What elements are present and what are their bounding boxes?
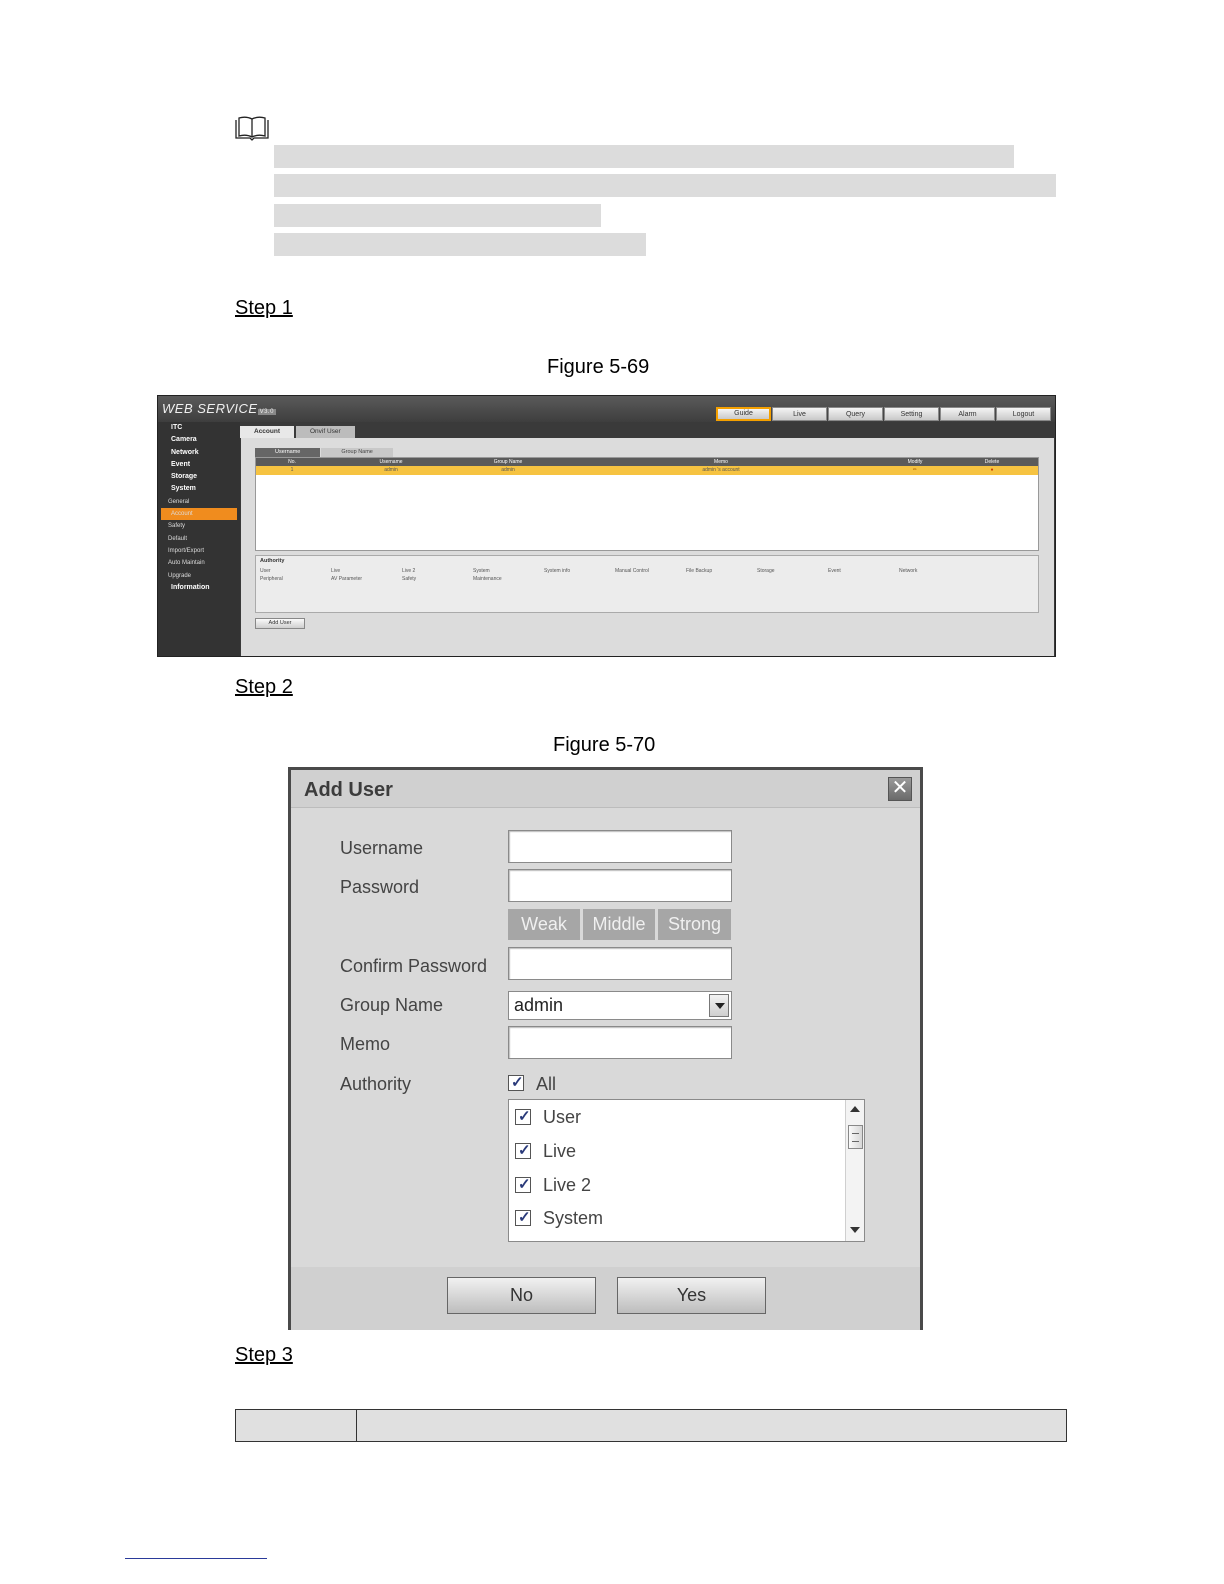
nav-setting[interactable]: Setting bbox=[884, 407, 939, 421]
scroll-up-icon[interactable] bbox=[850, 1106, 860, 1112]
authority-item: Safety bbox=[402, 576, 417, 582]
dialog-header bbox=[291, 770, 920, 808]
authority-item: AV Parameter bbox=[331, 576, 363, 582]
header-memo: Memo bbox=[714, 459, 728, 465]
sidebar-item-itc[interactable]: ITC bbox=[171, 424, 183, 431]
scroll-down-icon[interactable] bbox=[850, 1227, 860, 1233]
group-name-value: admin bbox=[514, 995, 564, 1015]
authority-grid bbox=[260, 568, 980, 582]
confirm-password-label: Confirm Password bbox=[340, 956, 488, 976]
authority-item: System info bbox=[544, 568, 571, 574]
book-icon bbox=[234, 116, 270, 142]
strength-strong: Strong bbox=[658, 909, 731, 940]
yes-button[interactable]: Yes bbox=[617, 1277, 766, 1314]
password-strength bbox=[508, 909, 731, 940]
scrollbar[interactable] bbox=[845, 1100, 864, 1241]
delete-icon[interactable]: ● bbox=[990, 467, 994, 473]
list-item-label: User bbox=[543, 1107, 582, 1127]
nav-query[interactable]: Query bbox=[828, 407, 883, 421]
confirm-password-input[interactable] bbox=[508, 947, 732, 980]
strength-weak: Weak bbox=[508, 909, 580, 940]
redacted-text-line bbox=[274, 233, 646, 256]
header-username: Username bbox=[379, 459, 403, 465]
authority-item: File Backup bbox=[686, 568, 713, 574]
nav-alarm[interactable]: Alarm bbox=[940, 407, 995, 421]
authority-item: Peripheral bbox=[260, 576, 283, 582]
nav-logout[interactable]: Logout bbox=[996, 407, 1051, 421]
step-2-label: Step 2 bbox=[235, 676, 293, 698]
subtab-group-name[interactable]: Group Name bbox=[321, 448, 393, 457]
add-user-dialog bbox=[288, 767, 923, 1330]
strength-middle: Middle bbox=[583, 909, 655, 940]
cell-username: admin bbox=[384, 467, 398, 473]
all-checkbox[interactable] bbox=[508, 1075, 524, 1091]
table-row[interactable] bbox=[256, 466, 1038, 475]
header-delete: Delete bbox=[984, 459, 1000, 465]
cell-memo: admin 's account bbox=[702, 467, 740, 473]
sidebar-item-account[interactable]: Account bbox=[161, 508, 237, 520]
subtabs bbox=[255, 448, 393, 457]
cell-group-name: admin bbox=[501, 467, 515, 473]
dialog-title: Add User bbox=[304, 779, 393, 801]
system-checkbox[interactable] bbox=[515, 1210, 531, 1226]
authority-label: Authority bbox=[340, 1074, 412, 1094]
add-user-button[interactable]: Add User bbox=[255, 618, 305, 629]
group-name-label: Group Name bbox=[340, 995, 444, 1015]
authority-panel bbox=[255, 555, 1039, 613]
password-label: Password bbox=[340, 877, 420, 897]
list-item-label: Live bbox=[543, 1141, 577, 1161]
group-name-select[interactable] bbox=[508, 991, 732, 1020]
sidebar-item-network[interactable]: Network bbox=[171, 448, 199, 456]
redacted-text-line bbox=[274, 145, 1014, 168]
sidebar-item-default[interactable]: Default bbox=[168, 535, 188, 542]
authority-title: Authority bbox=[260, 558, 285, 564]
authority-item: Event bbox=[828, 568, 841, 574]
subtab-username[interactable]: Username bbox=[255, 448, 320, 457]
step-1-label: Step 1 bbox=[235, 297, 293, 319]
redacted-text-line bbox=[274, 174, 1056, 197]
scroll-thumb[interactable] bbox=[848, 1125, 863, 1149]
no-button[interactable]: No bbox=[447, 1277, 596, 1314]
sidebar-item-system[interactable]: System bbox=[171, 485, 196, 493]
dialog-footer bbox=[291, 1267, 920, 1330]
authority-item: Storage bbox=[757, 568, 775, 574]
footnote-rule bbox=[125, 1558, 267, 1559]
tab-account[interactable]: Account bbox=[240, 426, 294, 438]
modify-icon[interactable]: ✏ bbox=[912, 467, 918, 473]
figure-caption: Figure 5-69 bbox=[547, 356, 650, 378]
cell-no: 1 bbox=[290, 467, 294, 473]
sidebar-item-auto-maintain[interactable]: Auto Maintain bbox=[168, 560, 205, 567]
live-2-checkbox[interactable] bbox=[515, 1177, 531, 1193]
nav-live[interactable]: Live bbox=[772, 407, 827, 421]
top-bar bbox=[158, 396, 1055, 422]
sidebar-item-camera[interactable]: Camera bbox=[171, 436, 197, 444]
user-table bbox=[255, 457, 1039, 551]
main-nav bbox=[716, 407, 1051, 421]
header-group-name: Group Name bbox=[493, 459, 523, 465]
authority-item: System bbox=[473, 568, 490, 574]
nav-guide[interactable]: Guide bbox=[716, 407, 771, 421]
password-input[interactable] bbox=[508, 869, 732, 902]
authority-item: Live 2 bbox=[402, 568, 416, 574]
figure-caption: Figure 5-70 bbox=[553, 734, 656, 756]
sidebar-item-general[interactable]: General bbox=[168, 498, 190, 505]
parameter-table-header bbox=[235, 1409, 1067, 1442]
table-header bbox=[256, 458, 1038, 466]
memo-label: Memo bbox=[340, 1034, 391, 1054]
header-no: No. bbox=[288, 459, 296, 465]
user-checkbox[interactable] bbox=[515, 1109, 531, 1125]
redacted-text-line bbox=[274, 204, 601, 227]
sidebar-item-information[interactable]: Information bbox=[171, 583, 210, 591]
authority-item: Manual Control bbox=[615, 568, 649, 574]
authority-list bbox=[508, 1099, 865, 1242]
sidebar-item-event[interactable]: Event bbox=[171, 460, 191, 468]
list-item-label: System bbox=[543, 1208, 604, 1228]
authority-item: Maintenance bbox=[473, 576, 502, 582]
tab-onvif-user[interactable]: Onvif User bbox=[296, 426, 355, 438]
step-3-label: Step 3 bbox=[235, 1344, 293, 1366]
logo: WEB SERVICE V3.0 bbox=[162, 401, 274, 416]
web-service-screenshot bbox=[157, 395, 1056, 657]
close-icon[interactable]: ✕ bbox=[888, 777, 912, 801]
table-divider bbox=[356, 1410, 357, 1441]
username-label: Username bbox=[340, 838, 424, 858]
sidebar-item-upgrade[interactable]: Upgrade bbox=[168, 572, 192, 579]
sidebar-item-safety[interactable]: Safety bbox=[168, 523, 186, 530]
sidebar-item-import-export[interactable]: Import/Export bbox=[168, 547, 205, 554]
all-label: All bbox=[536, 1074, 557, 1094]
live-checkbox[interactable] bbox=[515, 1143, 531, 1159]
sidebar bbox=[158, 422, 240, 657]
sidebar-item-storage[interactable]: Storage bbox=[171, 473, 198, 481]
list-item-label: Live 2 bbox=[543, 1175, 592, 1195]
username-input[interactable] bbox=[508, 830, 732, 863]
header-modify: Modify bbox=[907, 459, 923, 465]
authority-item: User bbox=[260, 568, 271, 574]
chevron-down-icon[interactable] bbox=[709, 994, 729, 1017]
authority-item: Network bbox=[899, 568, 918, 574]
tabs bbox=[240, 426, 355, 438]
memo-input[interactable] bbox=[508, 1026, 732, 1059]
authority-item: Live bbox=[331, 568, 341, 574]
